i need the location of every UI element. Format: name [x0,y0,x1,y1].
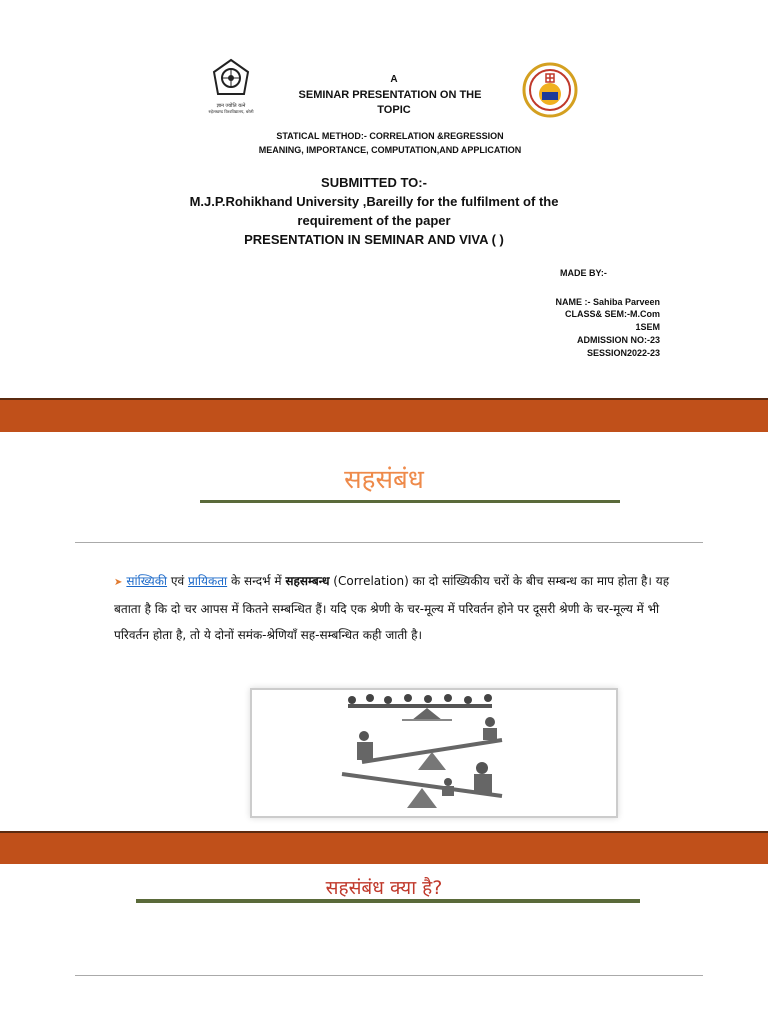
probability-link[interactable]: प्रायिकता [187,574,228,588]
content-separator [75,542,703,543]
heading-a: A [390,74,398,85]
logo-caption: ज्ञान ज्योति यत्ने [216,103,246,109]
method-line1: STATICAL METHOD:- CORRELATION &REGRESSION [276,131,504,141]
method-line2: MEANING, IMPORTANCE, COMPUTATION,AND APPLICATION [258,145,522,155]
slide-divider-band [0,400,768,432]
content-separator-2 [75,975,703,976]
semester: 1SEM [635,322,660,332]
heading-line2: SEMINAR PRESENTATION ON THE [298,89,482,101]
text-and: एवं [167,574,188,588]
slide-divider-band-2 [0,833,768,864]
admission-no: ADMISSION NO:-23 [576,335,660,345]
what-is-correlation-slide [0,866,768,1024]
seesaw-illustration [250,688,618,818]
slide-title-2: सहसंबंध क्या है? [325,877,443,899]
text-context: के सन्दर्भ में [227,574,286,588]
definition-paragraph [114,568,674,648]
class-sem: CLASS& SEM:-M.Com [565,309,660,319]
definition-text: (Correlation) का दो सांख्यिकीय चरों के बीच सम्बन्ध का माप होता है। यह बताता है कि दो चर आपस में कितने सम्बन्धित हैं। यदि एक श्रेणी के चर-मूल्य में परिवर्तन होने पर दूसरी श्रेणी के चर-मूल्य में भी परिवर्तन होता है, तो ये दोनों समंक-श्रेणियाँ सह-सम्बन्धित कही जाती है। [114,574,670,642]
student-name: NAME :- Sahiba Parveen [555,297,660,307]
seesaw-people-icon [252,690,616,816]
session: SESSION2022-23 [586,348,660,358]
submitted-heading: SUBMITTED TO:- [321,175,427,190]
correlation-term: सहसम्बन्ध [285,574,330,588]
bullet-arrow-icon: ➤ [114,577,123,588]
title-slide [0,0,768,400]
slide-title: सहसंबंध [344,465,424,495]
submitted-line2: requirement of the paper [297,213,451,228]
made-by-label: MADE BY:- [560,268,607,278]
correlation-slide [0,434,768,832]
title-underline-2 [136,899,640,903]
heading-line3: TOPIC [377,104,411,116]
submitted-line1: M.J.P.Rohikhand University ,Bareilly for the fulfilment of the [189,194,559,209]
statistics-link[interactable]: सांख्यिकी [126,574,168,588]
submitted-line3: PRESENTATION IN SEMINAR AND VIVA ( ) [244,232,504,247]
logo-caption-2: रुहेलखण्ड विश्वविद्यालय, बरेली [208,109,254,114]
title-underline [200,500,620,503]
